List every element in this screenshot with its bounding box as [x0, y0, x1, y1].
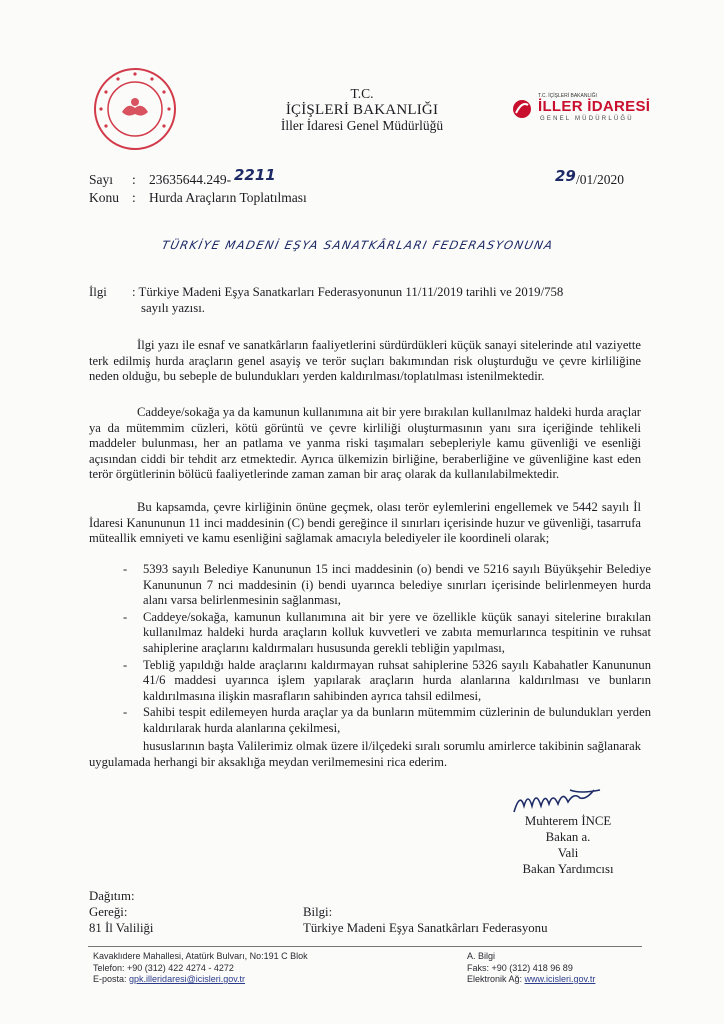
- gereg-value: 81 İl Valiliği: [89, 921, 154, 935]
- list-dash: -: [123, 657, 128, 672]
- ilgi-text-line2: sayılı yazısı.: [141, 301, 205, 315]
- footer-email-line: [93, 974, 308, 986]
- konu-colon: :: [132, 190, 136, 205]
- list-item-text: Sahibi tespit edilemeyen hurda araçlar ya da bunların mütemmim cüzlerinin de bulundukları yerden kaldırılarak hurda alanlarına çekilmesi,: [143, 705, 651, 735]
- directorate-name: İller İdaresi Genel Müdürlüğü: [280, 118, 444, 133]
- list-dash: -: [123, 562, 128, 576]
- instruction-list: [123, 562, 651, 738]
- footer-address: Kavaklıdere Mahallesi, Atatürk Bulvarı, No:191 C Blok: [93, 951, 308, 961]
- list-item-text: Tebliğ yapıldığı halde araçlarını kaldırmayan ruhsat sahiplerine 5326 sayılı Kabahatler Kanununun 41/6 maddesi uyarınca işlem yapılarak araçların hurda alanlarına kaldırılması ve bunların kaldırılmasına ilişkin masrafların sahibinden ayrıca tahsil edilmesi,: [143, 657, 651, 703]
- list-item: [123, 562, 651, 609]
- sayi-handwritten: 2211: [234, 166, 276, 184]
- bilgi-label: Bilgi:: [303, 905, 333, 919]
- list-item-text: 5393 sayılı Belediye Kanununun 15 inci maddesinin (o) bendi ve 5216 sayılı Büyükşehir Belediye Kanununun 7 nci maddesinin (i) bendi uyarınca belediye sınırları içerisinde belirlenmeyen hurda alanı varsa belirlenmesinin sağlanması,: [143, 562, 651, 608]
- konu-value: Hurda Araçların Toplatılması: [149, 190, 307, 205]
- logo-sub-text: GENEL MÜDÜRLÜĞÜ: [540, 116, 634, 122]
- footer-web-line: [467, 974, 595, 986]
- logo-top-text: T.C. İÇİŞLERİ BAKANLIĞI: [538, 93, 597, 99]
- footer-web-link[interactable]: www.icisleri.gov.tr: [524, 974, 596, 984]
- footer-email-label: E-posta:: [93, 974, 127, 984]
- ilgi-label: İlgi: [89, 285, 107, 299]
- list-dash: -: [123, 609, 128, 624]
- footer-email-link[interactable]: gpk.illeridaresi@icisleri.gov.tr: [129, 974, 246, 984]
- footer-info-name: A. Bilgi: [467, 951, 496, 961]
- bilgi-value: Türkiye Madeni Eşya Sanatkârları Federasyonu: [303, 921, 548, 935]
- list-item: [123, 658, 651, 705]
- signer-line3: Vali: [557, 846, 579, 860]
- body-paragraph-3: Bu kapsamda, çevre kirliğinin önüne geçmek, olası terör eylemlerini engellemek ve 5442 sayılı İl İdaresi Kanununun 11 inci maddesinin (C) bendi gereğince il sınırları içerisinde huzur ve güvenliği, tasarrufa müteallik emniyeti ve kamu esenliğini sağlamak amacıyla belediyeler ile koordineli olarak;: [89, 500, 641, 546]
- signer-name: Muhterem İNCE: [524, 814, 612, 828]
- list-dash: -: [123, 705, 128, 720]
- closing-paragraph: hususlarının başta Valilerimiz olmak üzere il/ilçedeki sıralı sorumlu amirlerce takibinin sağlanarak uygulamada herhangi bir aksaklığa meydan verilmemesini rica ederim.: [89, 739, 641, 769]
- signer-line2: Bakan a.: [545, 830, 591, 844]
- footer-info: [467, 951, 595, 986]
- ilgi-text-line1: : Türkiye Madeni Eşya Sanatkarları Federasyonunun 11/11/2019 tarihli ve 2019/758: [132, 285, 564, 299]
- body-paragraph-1: İlgi yazı ile esnaf ve sanatkârların faaliyetlerini sürdürdükleri küçük sanayi sitelerinde atıl vaziyette terk edilmiş hurda araçların genel asayiş ve terör suçları bakımından risk oluşturduğu ve çevre kirliliğine neden olduğu, bu sebeple de bulundukları yerden kaldırılması/toplatılması istenilmektedir.: [89, 338, 641, 384]
- date-value: /01/2020: [576, 172, 625, 187]
- signature-block: [498, 813, 638, 877]
- footer-fax: Faks: +90 (312) 418 96 89: [467, 962, 573, 973]
- recipient-handwritten: TÜRKİYE MADENİ EŞYA SANATKÂRLARI FEDERASYONUNA: [160, 238, 556, 252]
- signer-title: Bakan Yardımcısı: [522, 862, 614, 876]
- sayi-colon: :: [132, 172, 136, 187]
- logo-main-text: İLLER İDARESİ: [538, 98, 651, 115]
- list-item: [123, 705, 651, 736]
- footer-web-label: Elektronik Ağ:: [467, 974, 523, 984]
- sayi-label: Sayı: [89, 172, 114, 187]
- list-item: [123, 610, 651, 657]
- iller-idaresi-logo: [512, 93, 652, 127]
- distribution-title: Dağıtım:: [89, 889, 135, 903]
- sayi-value: 23635644.249-: [149, 172, 232, 187]
- list-item-text: Caddeye/sokağa, kamunun kullanımına ait bir yere ve özellikle küçük sanayi sitelerine bırakılan kullanılmaz haldeki hurda araçların kolluk kuvvetleri ve zabıta memurlarınca tespitinin ve ruhsat sahiplerine araçlarını kaldırmaları hususunda gerekli tebliğin yapılması,: [143, 609, 651, 655]
- tc-label: T.C.: [350, 86, 374, 101]
- date-handwritten: 29: [555, 167, 576, 185]
- body-paragraph-2: Caddeye/sokağa ya da kamunun kullanımına ait bir yere bırakılan kullanılmaz haldeki hurda araçlar ya da mütemmim cüzleri, kötü görüntü ve çevre kirliliği oluşturmasının yanı sıra içeriğinde tehlikeli maddeler bulunması, her an patlama ve yanma riski taşımaları sebepleriyle kamu güvenliği ve esenliği açısından ciddi bir tehdit arz etmektedir. Ayrıca ülkemizin birliğine, beraberliğine ve güvenliğine kast eden terör örgütlerinin bölücü faaliyetlerinde zaman zaman bir araç olarak da kullanılabilmektedir.: [89, 405, 641, 482]
- footer-divider: [88, 946, 642, 947]
- ministry-name: İÇİŞLERİ BAKANLIĞI: [285, 102, 439, 118]
- gereg-label: Gereği:: [89, 905, 128, 919]
- footer-contact: [93, 951, 308, 986]
- footer-phone: Telefon: +90 (312) 422 4274 - 4272: [93, 962, 234, 973]
- konu-label: Konu: [89, 190, 119, 205]
